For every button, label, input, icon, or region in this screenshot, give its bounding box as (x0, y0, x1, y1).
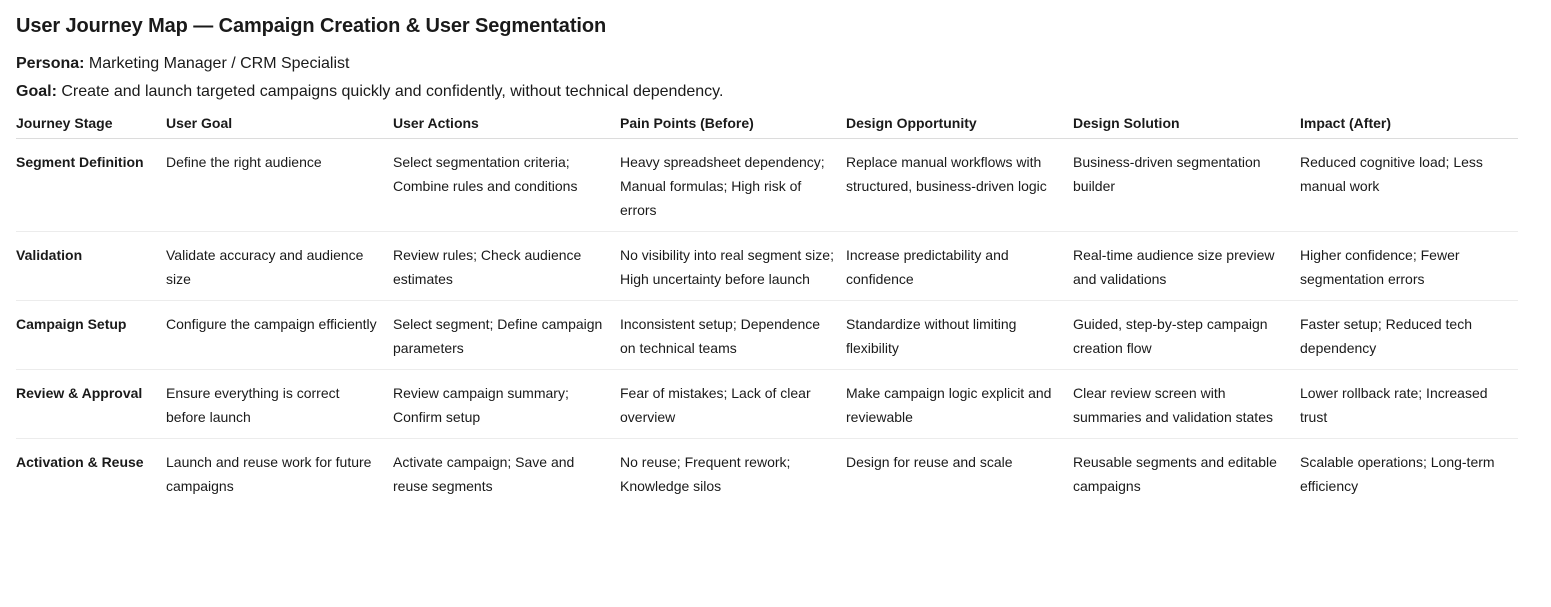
cell-design-opportunity: Design for reuse and scale (846, 454, 1013, 470)
header-pain-points: Pain Points (Before) (620, 113, 846, 139)
cell-user-actions: Select segment; Define campaign parameters (393, 301, 620, 370)
cell-impact: Scalable operations; Long-term efficiency (1300, 454, 1495, 494)
cell-impact: Higher confidence; Fewer segmentation errors (1300, 232, 1518, 301)
cell-design-solution: Clear review screen with summaries and validation states (1073, 370, 1300, 439)
cell-journey-stage: Review & Approval (16, 370, 166, 439)
cell-design-opportunity: Standardize without limiting flexibility (846, 301, 1073, 370)
header-design-solution: Design Solution (1073, 113, 1300, 139)
cell-design-solution: Guided, step-by-step campaign creation flow (1073, 301, 1300, 370)
cell-user-goal: Ensure everything is correct before launch (166, 370, 393, 439)
cell-user-goal: Validate accuracy and audience size (166, 232, 393, 301)
persona-value: Marketing Manager / CRM Specialist (88, 55, 350, 72)
cell-pain-points: Fear of mistakes; Lack of clear overview (620, 370, 846, 439)
table-row (16, 370, 1518, 439)
cell-user-goal: Define the right audience (166, 139, 393, 232)
table-row (16, 301, 1518, 370)
header-journey-stage: Journey Stage (16, 113, 166, 139)
table-row (16, 139, 1518, 232)
cell-journey-stage: Validation (16, 232, 166, 301)
cell-impact: Faster setup; Reduced tech dependency (1300, 301, 1518, 370)
cell-pain-points: Heavy spreadsheet dependency; Manual formulas; High risk of errors (620, 139, 846, 232)
table-header-row (16, 113, 1518, 139)
cell-user-actions: Review campaign summary; Confirm setup (393, 370, 620, 439)
cell-pain-points: Inconsistent setup; Dependence on technical teams (620, 301, 846, 370)
goal-label: Goal: (16, 83, 57, 100)
cell-design-solution: Business-driven segmentation builder (1073, 139, 1300, 232)
persona-label: Persona: (16, 55, 85, 72)
cell-user-actions: Select segmentation criteria; Combine rules and conditions (393, 139, 620, 232)
persona-line (16, 54, 1535, 74)
cell-impact: Lower rollback rate; Increased trust (1300, 370, 1518, 439)
header-user-actions: User Actions (393, 113, 620, 139)
cell-pain-points: No reuse; Frequent rework; Knowledge silos (620, 454, 791, 494)
header-impact: Impact (After) (1300, 113, 1518, 139)
page-title: User Journey Map — Campaign Creation & User Segmentation (16, 15, 607, 37)
table-row (16, 232, 1518, 301)
cell-design-opportunity: Increase predictability and confidence (846, 232, 1073, 301)
goal-line (16, 82, 1535, 102)
header-user-goal: User Goal (166, 113, 393, 139)
cell-impact: Reduced cognitive load; Less manual work (1300, 139, 1518, 232)
cell-design-solution: Reusable segments and editable campaigns (1073, 454, 1277, 494)
cell-pain-points: No visibility into real segment size; High uncertainty before launch (620, 232, 846, 301)
cell-journey-stage: Campaign Setup (16, 301, 166, 370)
table-row (16, 439, 1518, 508)
cell-journey-stage: Segment Definition (16, 139, 166, 232)
cell-user-actions: Activate campaign; Save and reuse segments (393, 454, 575, 494)
journey-table (16, 113, 1518, 507)
cell-user-goal: Configure the campaign efficiently (166, 301, 393, 370)
cell-design-opportunity: Make campaign logic explicit and reviewable (846, 370, 1073, 439)
header-design-opportunity: Design Opportunity (846, 113, 1073, 139)
cell-journey-stage: Activation & Reuse (16, 454, 144, 470)
cell-design-solution: Real-time audience size preview and validations (1073, 232, 1300, 301)
cell-user-actions: Review rules; Check audience estimates (393, 232, 620, 301)
cell-user-goal: Launch and reuse work for future campaigns (166, 454, 372, 494)
cell-design-opportunity: Replace manual workflows with structured, business-driven logic (846, 139, 1073, 232)
goal-value: Create and launch targeted campaigns quickly and confidently, without technical dependency. (61, 83, 724, 100)
